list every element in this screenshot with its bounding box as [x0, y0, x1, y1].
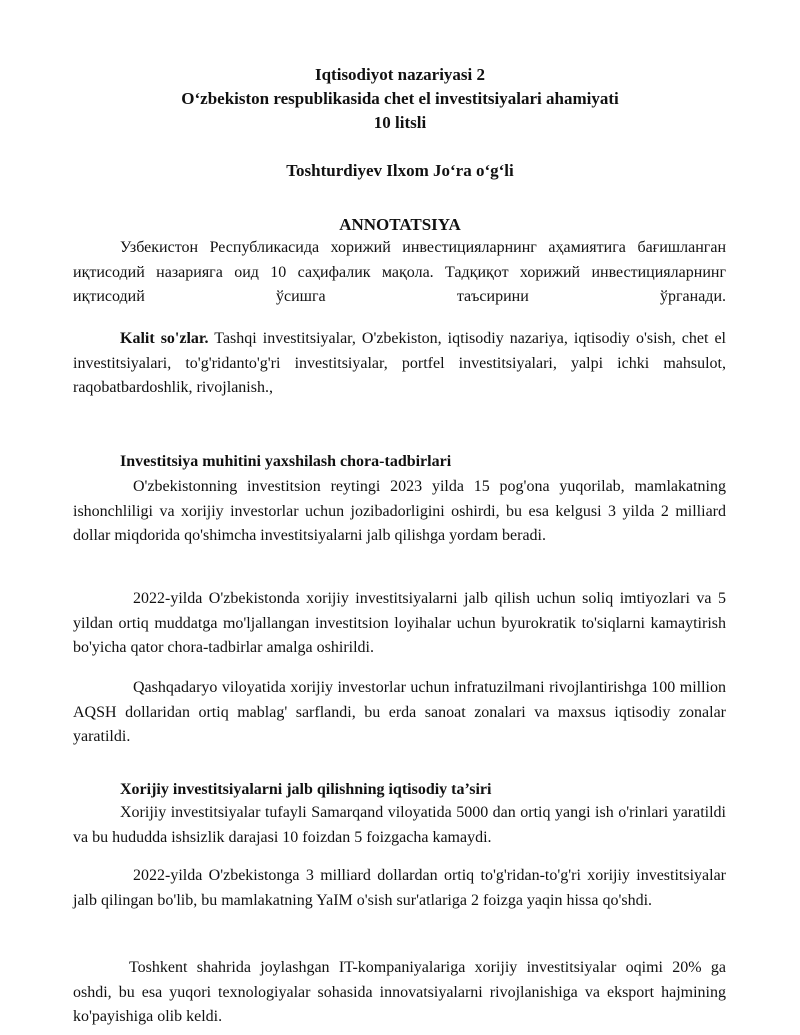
document-title: Oʻzbekiston respublikasida chet el investitsiyalari ahamiyati — [181, 89, 619, 108]
section2-paragraph-1: Xorijiy investitsiyalar tufayli Samarqand viloyatida 5000 dan ortiq yangi ish o'rinlari yaratildi va bu hududda ishsizlik darajasi 10 foizdan 5 foizgacha kamaydi. — [73, 804, 726, 846]
section1-paragraph-2: 2022-yilda O'zbekistonda xorijiy investitsiyalarni jalb qilish uchun soliq imtiyozlari va 5 yildan ortiq muddatga mo'ljallangan investitsion loyihalar uchun byurokratik to'siqlarni kamaytirish bo'yicha qator chora-tadbirlar amalga oshirildi. — [73, 590, 726, 656]
annotation-text: Узбекистон Республикасида хорижий инвестицияларнинг аҳамиятига бағишланган иқтисодий назарияга оид 10 саҳифалик мақола. Тадқиқот хорижий инвестицияларнинг иқтисодий ўсишга таъсирини ўрганади. — [73, 239, 726, 305]
subject-title: Iqtisodiyot nazariyasi 2 — [314, 65, 486, 84]
annotation-heading: ANNOTATSIYA — [339, 215, 461, 234]
section2-paragraph-3: Toshkent shahrida joylashgan IT-kompaniyalariga xorijiy investitsiyalar oqimi 20% ga oshdi, bu esa yuqori texnologiyalar sohasida innovatsiyalarni rivojlanishiga va eksport hajmining ko'payishiga olib keldi. — [73, 959, 726, 1025]
class-label: 10 litsli — [373, 113, 427, 132]
author-name: Toshturdiyev Ilxom Joʻra oʻgʻli — [286, 161, 514, 180]
section1-paragraph-3: Qashqadaryo viloyatida xorijiy investorlar uchun infratuzilmani rivojlantirishga 100 million AQSH dollaridan ortiq mablag' sarflandi, bu erda sanoat zonalari va maxsus iqtisodiy zonalar yaratildi. — [73, 679, 726, 745]
section2-paragraph-2: 2022-yilda O'zbekistonga 3 milliard dollardan ortiq to'g'ridan-to'g'ri xorijiy investitsiyalar jalb qilingan bo'lib, bu mamlakatning YaIM o'sish sur'atlariga 2 foizga yaqin hissa qo'shdi. — [73, 867, 726, 909]
keywords-label: Kalit so'zlar. — [120, 330, 209, 347]
section2-heading: Xorijiy investitsiyalarni jalb qilishning iqtisodiy ta’siri — [120, 781, 492, 798]
keywords-paragraph — [73, 327, 726, 401]
section1-paragraph-1: O'zbekistonning investitsion reytingi 2023 yilda 15 pog'ona yuqorilab, mamlakatning ishonchliligi va xorijiy investorlar uchun jozibadorligini oshirdi, bu esa kelgusi 3 yilda 2 milliard dollar miqdorida qo'shimcha investitsiyalarni jalb qilishga yordam beradi. — [73, 478, 726, 544]
keywords-text: Tashqi investitsiyalar, O'zbekiston, iqtisodiy nazariya, iqtisodiy o'sish, chet el investitsiyalari, to'g'ridanto'g'ri investitsiyalar, portfel investitsiyalari, yalpi ichki mahsulot, raqobatbardoshlik, rivojlanish., — [73, 330, 727, 396]
section1-heading: Investitsiya muhitini yaxshilash chora-tadbirlari — [120, 453, 452, 470]
